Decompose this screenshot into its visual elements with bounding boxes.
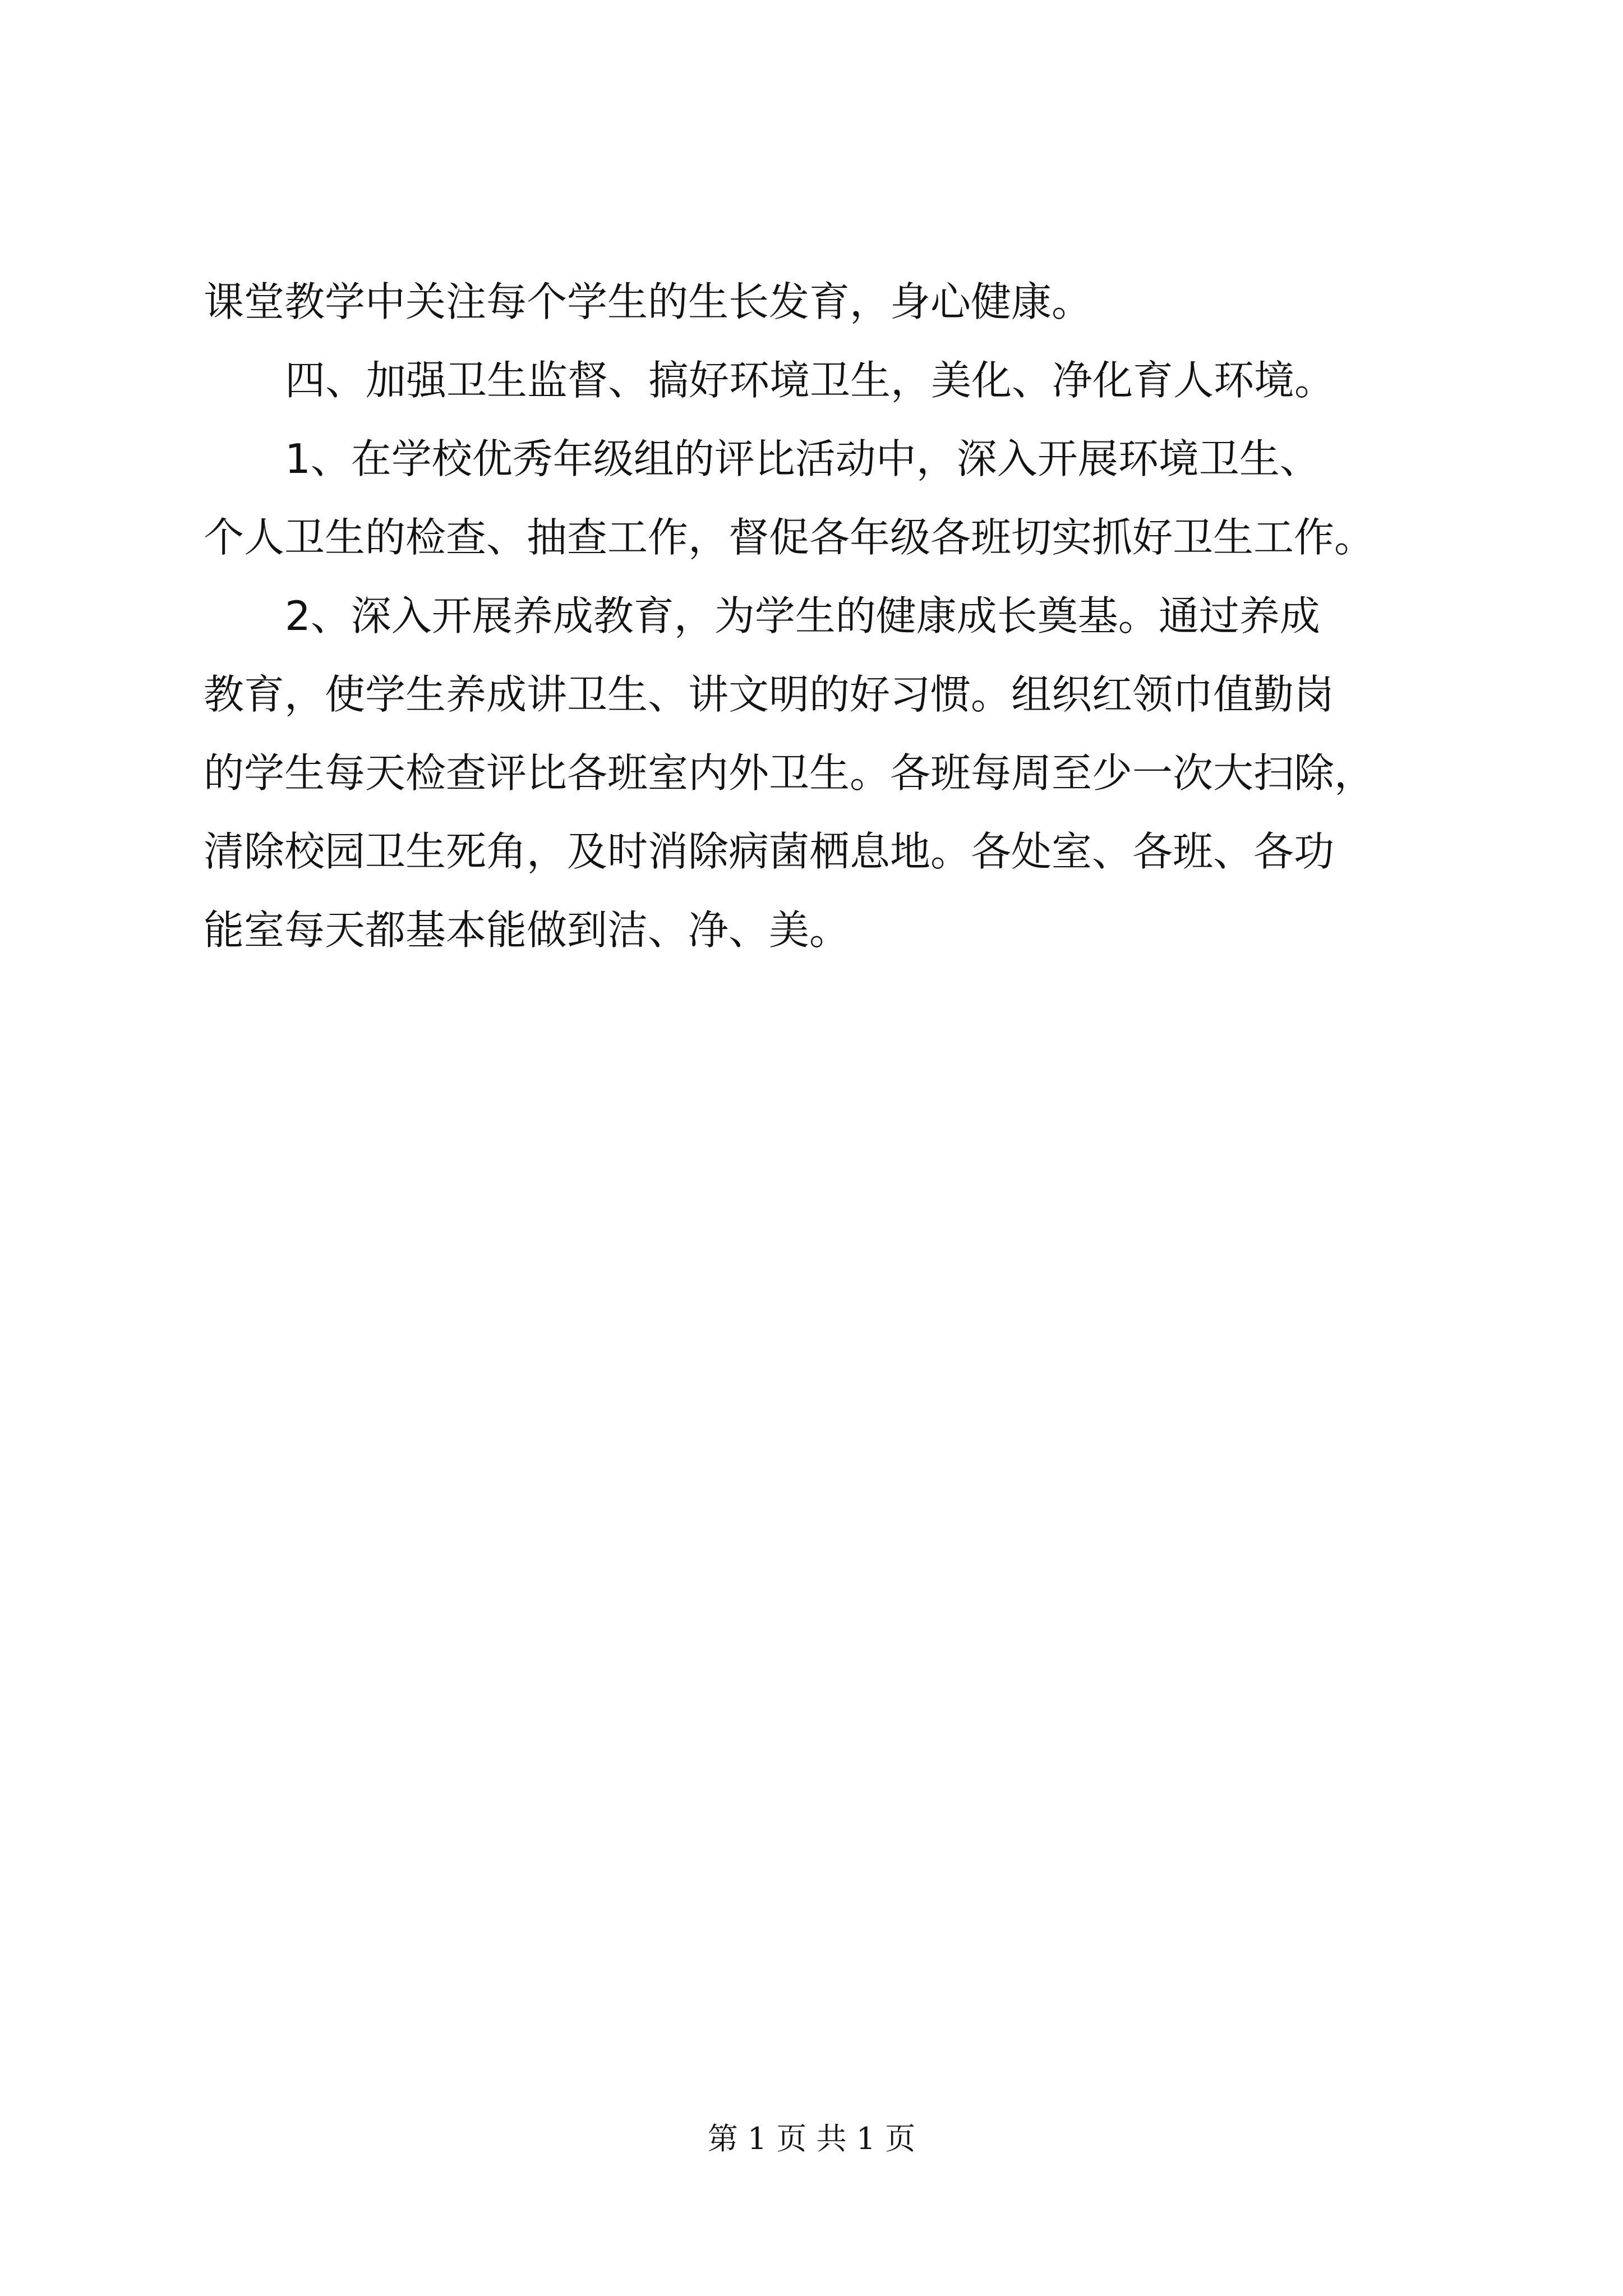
text-line: 清除校园卫生死角，及时消除病菌栖息地。各处室、各班、各功 [204,828,1335,875]
text-line: 教育，使学生养成讲卫生、讲文明的好习惯。组织红领巾值勤岗 [204,671,1335,718]
text-line: 课堂教学中关注每个学生的生长发育，身心健康。 [204,278,1092,325]
text-line: 2、深入开展养成教育，为学生的健康成长奠基。通过养成 [285,592,1320,639]
text-line: 能室每天都基本能做到洁、净、美。 [204,907,850,954]
text-line: 1、在学校优秀年级组的评比活动中，深入开展环境卫生、 [285,435,1320,482]
text-line: 的学生每天检查评比各班室内外卫生。各班每周至少一次大扫除， [204,749,1375,797]
document-body [204,263,1421,969]
section-heading: 四、加强卫生监督、搞好环境卫生，美化、净化育人环境。 [285,357,1335,404]
text-line: 个人卫生的检查、抽查工作，督促各年级各班切实抓好卫生工作。 [204,514,1375,561]
page-number-footer: 第 1 页 共 1 页 [707,2121,916,2156]
